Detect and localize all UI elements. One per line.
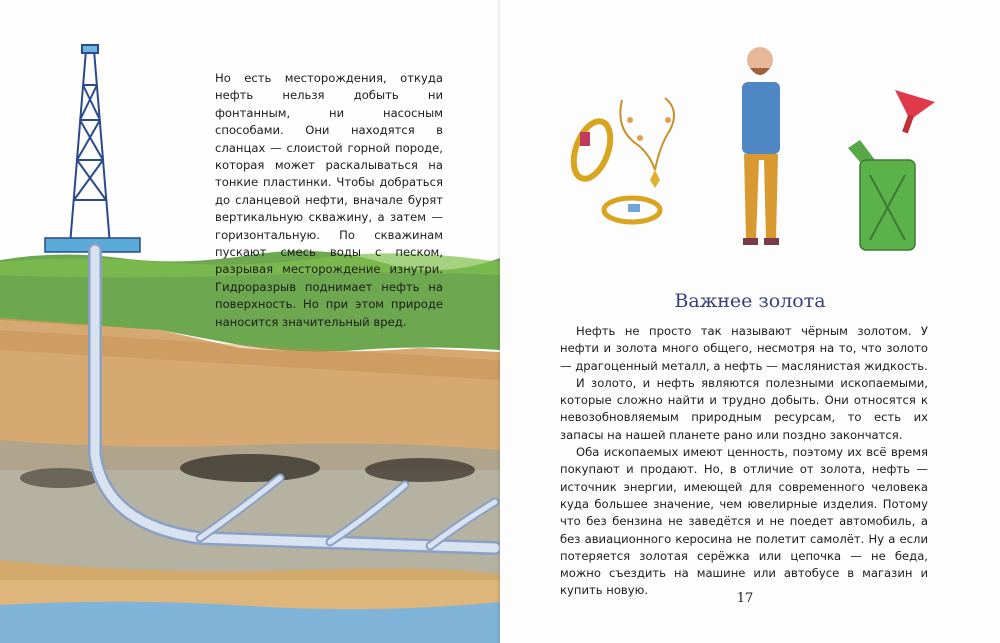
body-text	[560, 323, 928, 600]
jerry-can	[848, 140, 915, 250]
water-layer	[0, 602, 500, 643]
intro-paragraph: Но есть месторождения, откуда нефть нельзя добыть ни фонтанным, ни насосным способами. Они находятся в сланцах — слоистой горной породе, которая может раскалываться на тонкие пластинки. Чтобы добраться до сланцевой нефти, вначале бурят вертикальную скважину, а затем — горизонтальную. По скважинам пускают смесь воды с песком, разрывая месторождение изнутри. Гидроразрыв поднимает нефть на поверхность. Но при этом природе наносится значительный вред.	[215, 71, 443, 329]
oil-derrick	[70, 45, 110, 245]
body-paragraph: И золото, и нефть являются полезными ископаемыми, которые сложно найти и трудно добыть. Они относятся к невозобновляемым природным ресурсам, то есть их запасы на нашей планете рано или поздно закончатся.	[560, 375, 928, 442]
body-paragraph: Оба ископаемых имеют ценность, поэтому их всё время покупают и продают. Но, в отличие от золота, нефть — источник энергии, имеющей для современного человека куда большее значение, чем ювелирные изделия. Потому что без бензина не заведётся и не поедет автомобиль, а без авиационного керосина не полетит самолёт. Ну а если потеряется золотая серёжка или цепочка — не беда, можно съездить на машине или автобусе в магазин и купить новую.	[560, 445, 928, 598]
man-figure	[742, 47, 780, 245]
funnel	[895, 90, 935, 133]
oil-deposit	[365, 458, 475, 482]
gold-necklace	[620, 98, 674, 188]
page-number: 17	[736, 591, 754, 606]
body-paragraph: Нефть не просто так называют чёрным золотом. У нефти и золота много общего, несмотря на то, что золото — драгоценный металл, а нефть — маслянистая жидкость.	[560, 324, 928, 373]
gold-ring	[604, 198, 660, 222]
section-title: Важнее золота	[674, 290, 826, 312]
oil-deposit	[20, 468, 100, 488]
gold-bracelet	[567, 116, 618, 183]
oil-deposit	[180, 454, 320, 482]
gold-vs-oil-illustration	[560, 20, 960, 260]
